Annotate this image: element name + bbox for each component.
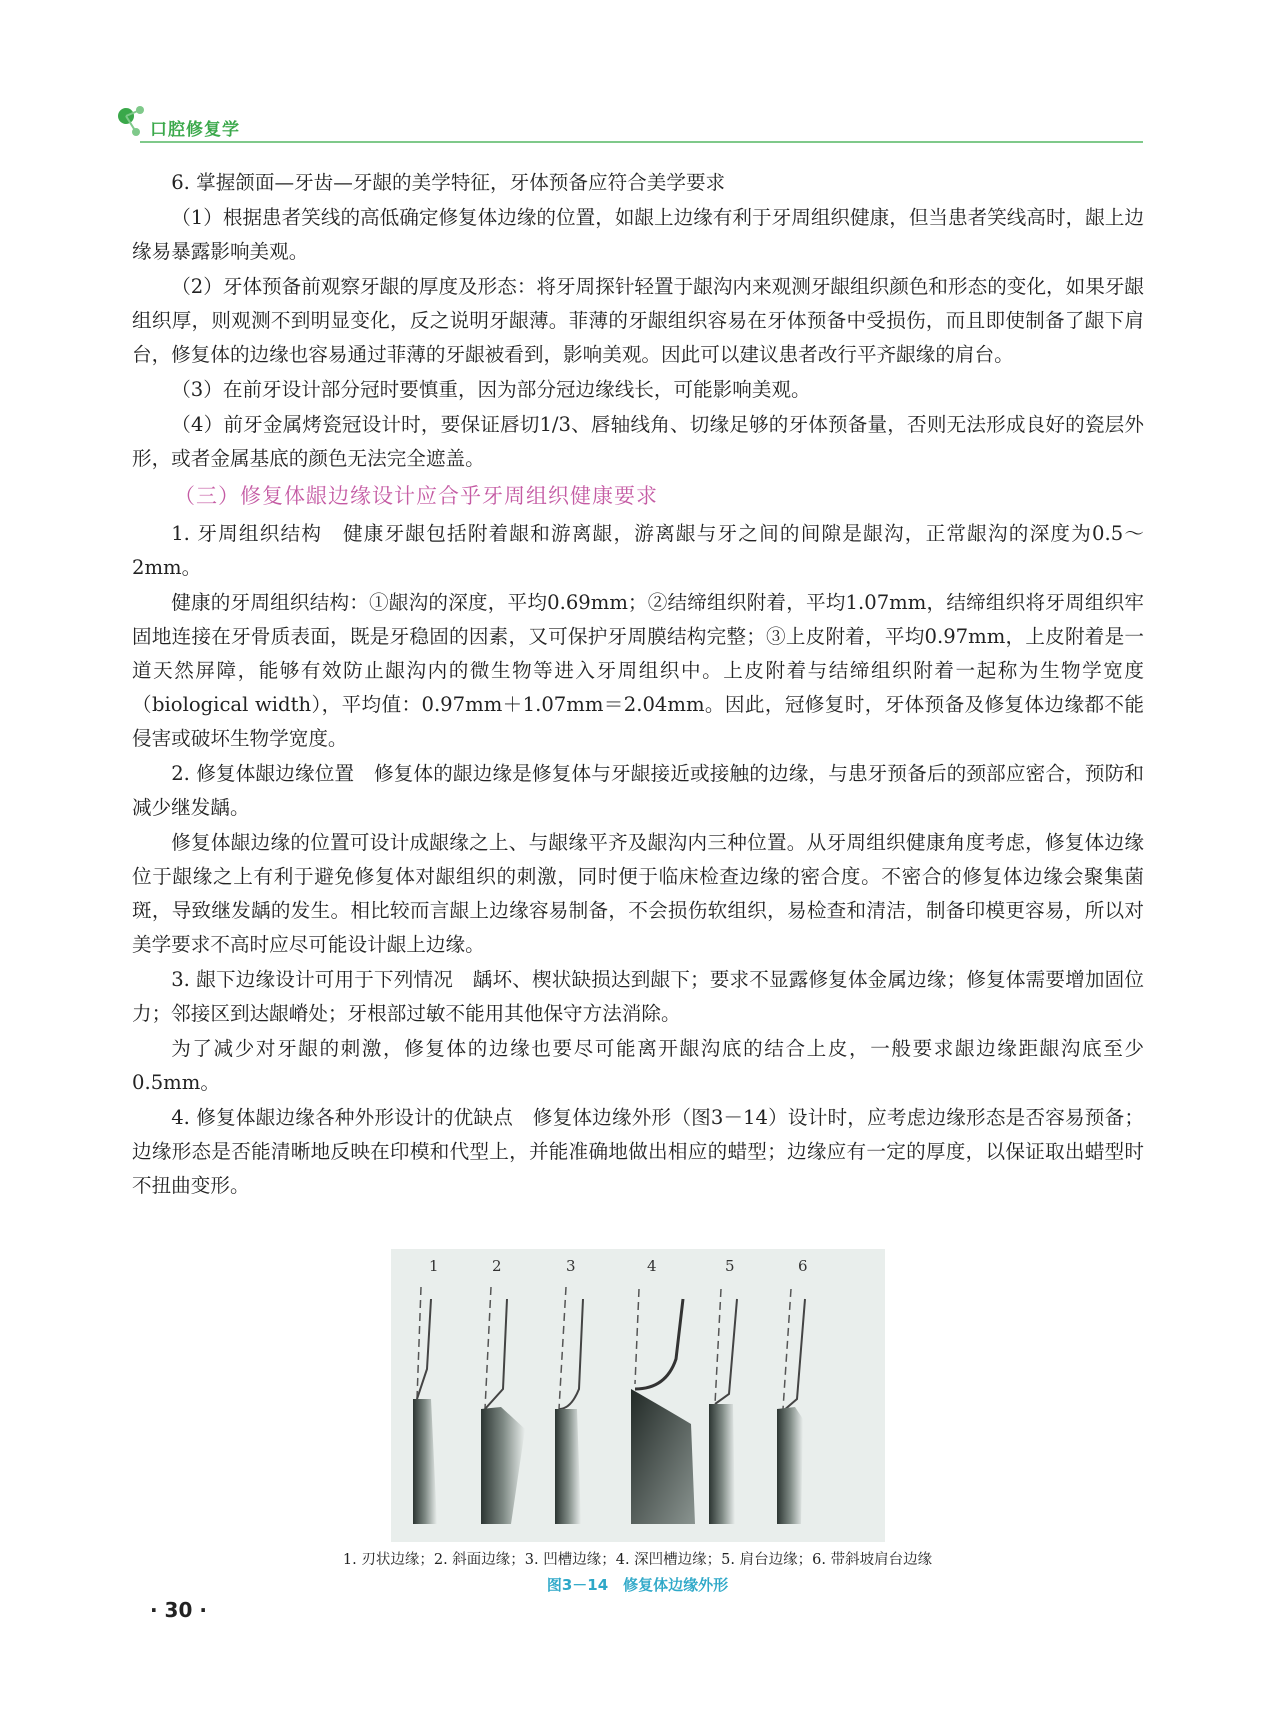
paragraph: 4. 修复体龈边缘各种外形设计的优缺点 修复体边缘外形（图3－14）设计时，应考虑边缘形态是否容易预备；边缘形态是否能清晰地反映在印模和代型上，并能准确地做出相应的蜡型；边缘应有一定的厚度，以保证取出蜡型时不扭曲变形。 — [132, 1106, 1144, 1197]
paragraph: 修复体龈边缘的位置可设计成龈缘之上、与龈缘平齐及龈沟内三种位置。从牙周组织健康角度考虑，修复体边缘位于龈缘之上有利于避免修复体对龈组织的刺激，同时便于临床检查边缘的密合度。不密合的修复体边缘会聚集菌斑，导致继发龋的发生。相比较而言龈上边缘容易制备，不会损伤软组织，易检查和清洁，制备印模更容易，所以对美学要求不高时应尽可能设计龈上边缘。 — [132, 831, 1144, 956]
page-body — [132, 166, 1144, 1204]
paragraph: 为了减少对牙龈的刺激，修复体的边缘也要尽可能离开龈沟底的结合上皮，一般要求龈边缘距龈沟底至少0.5mm。 — [132, 1037, 1144, 1094]
figure-number-label: 2 — [492, 1257, 502, 1275]
figure-number-label: 3 — [566, 1257, 576, 1275]
figure-caption: 1. 刃状边缘；2. 斜面边缘；3. 凹槽边缘；4. 深凹槽边缘；5. 肩台边缘；6. 带斜坡肩台边缘 — [342, 1552, 933, 1568]
paragraph: 健康的牙周组织结构：①龈沟的深度，平均0.69mm；②结缔组织附着，平均1.07mm，结缔组织将牙周组织牢固地连接在牙骨质表面，既是牙稳固的因素，又可保护牙周膜结构完整；③上皮附着，平均0.97mm，上皮附着是一道天然屏障，能够有效防止龈沟内的微生物等进入牙周组织中。上皮附着与结缔组织附着一起称为生物学宽度（biological width），平均值：0.97mm＋1.07mm＝2.04mm。因此，冠修复时，牙体预备及修复体边缘都不能侵害或破坏生物学宽度。 — [132, 591, 1144, 750]
paragraph: 2. 修复体龈边缘位置 修复体的龈边缘是修复体与牙龈接近或接触的边缘，与患牙预备后的颈部应密合，预防和减少继发龋。 — [132, 762, 1144, 819]
margin-forms-figure — [391, 1249, 885, 1542]
paragraph: （3）在前牙设计部分冠时要慎重，因为部分冠边缘线长，可能影响美观。 — [171, 378, 811, 401]
book-logo-icon — [116, 102, 148, 138]
paragraph: 1. 牙周组织结构 健康牙龈包括附着龈和游离龈，游离龈与牙之间的间隙是龈沟，正常龈沟的深度为0.5～2mm。 — [132, 522, 1144, 579]
header-rule — [140, 141, 1143, 143]
figure-number-label: 6 — [798, 1257, 808, 1275]
paragraph: 3. 龈下边缘设计可用于下列情况 龋坏、楔状缺损达到龈下；要求不显露修复体金属边缘；修复体需要增加固位力；邻接区到达龈嵴处；牙根部过敏不能用其他保守方法消除。 — [132, 968, 1144, 1025]
paragraph: 6. 掌握颌面—牙齿—牙龈的美学特征，牙体预备应符合美学要求 — [171, 171, 726, 194]
figure-title: 图3－14 修复体边缘外形 — [546, 1576, 729, 1594]
figure-number-label: 4 — [647, 1257, 657, 1275]
section-heading: （三）修复体龈边缘设计应合乎牙周组织健康要求 — [174, 484, 658, 508]
paragraph: （1）根据患者笑线的高低确定修复体边缘的位置，如龈上边缘有利于牙周组织健康，但当患者笑线高时，龈上边缘易暴露影响美观。 — [132, 206, 1144, 263]
figure-number-label: 5 — [725, 1257, 735, 1275]
running-header-title: 口腔修复学 — [150, 120, 240, 140]
figure-number-label: 1 — [429, 1257, 439, 1275]
paragraph: （4）前牙金属烤瓷冠设计时，要保证唇切1/3、唇轴线角、切缘足够的牙体预备量，否则无法形成良好的瓷层外形，或者金属基底的颜色无法完全遮盖。 — [132, 413, 1144, 470]
paragraph: （2）牙体预备前观察牙龈的厚度及形态：将牙周探针轻置于龈沟内来观测牙龈组织颜色和形态的变化，如果牙龈组织厚，则观测不到明显变化，反之说明牙龈薄。菲薄的牙龈组织容易在牙体预备中受损伤，而且即使制备了龈下肩台，修复体的边缘也容易通过菲薄的牙龈被看到，影响美观。因此可以建议患者改行平齐龈缘的肩台。 — [132, 275, 1144, 366]
page-number: · 30 · — [150, 1598, 207, 1622]
